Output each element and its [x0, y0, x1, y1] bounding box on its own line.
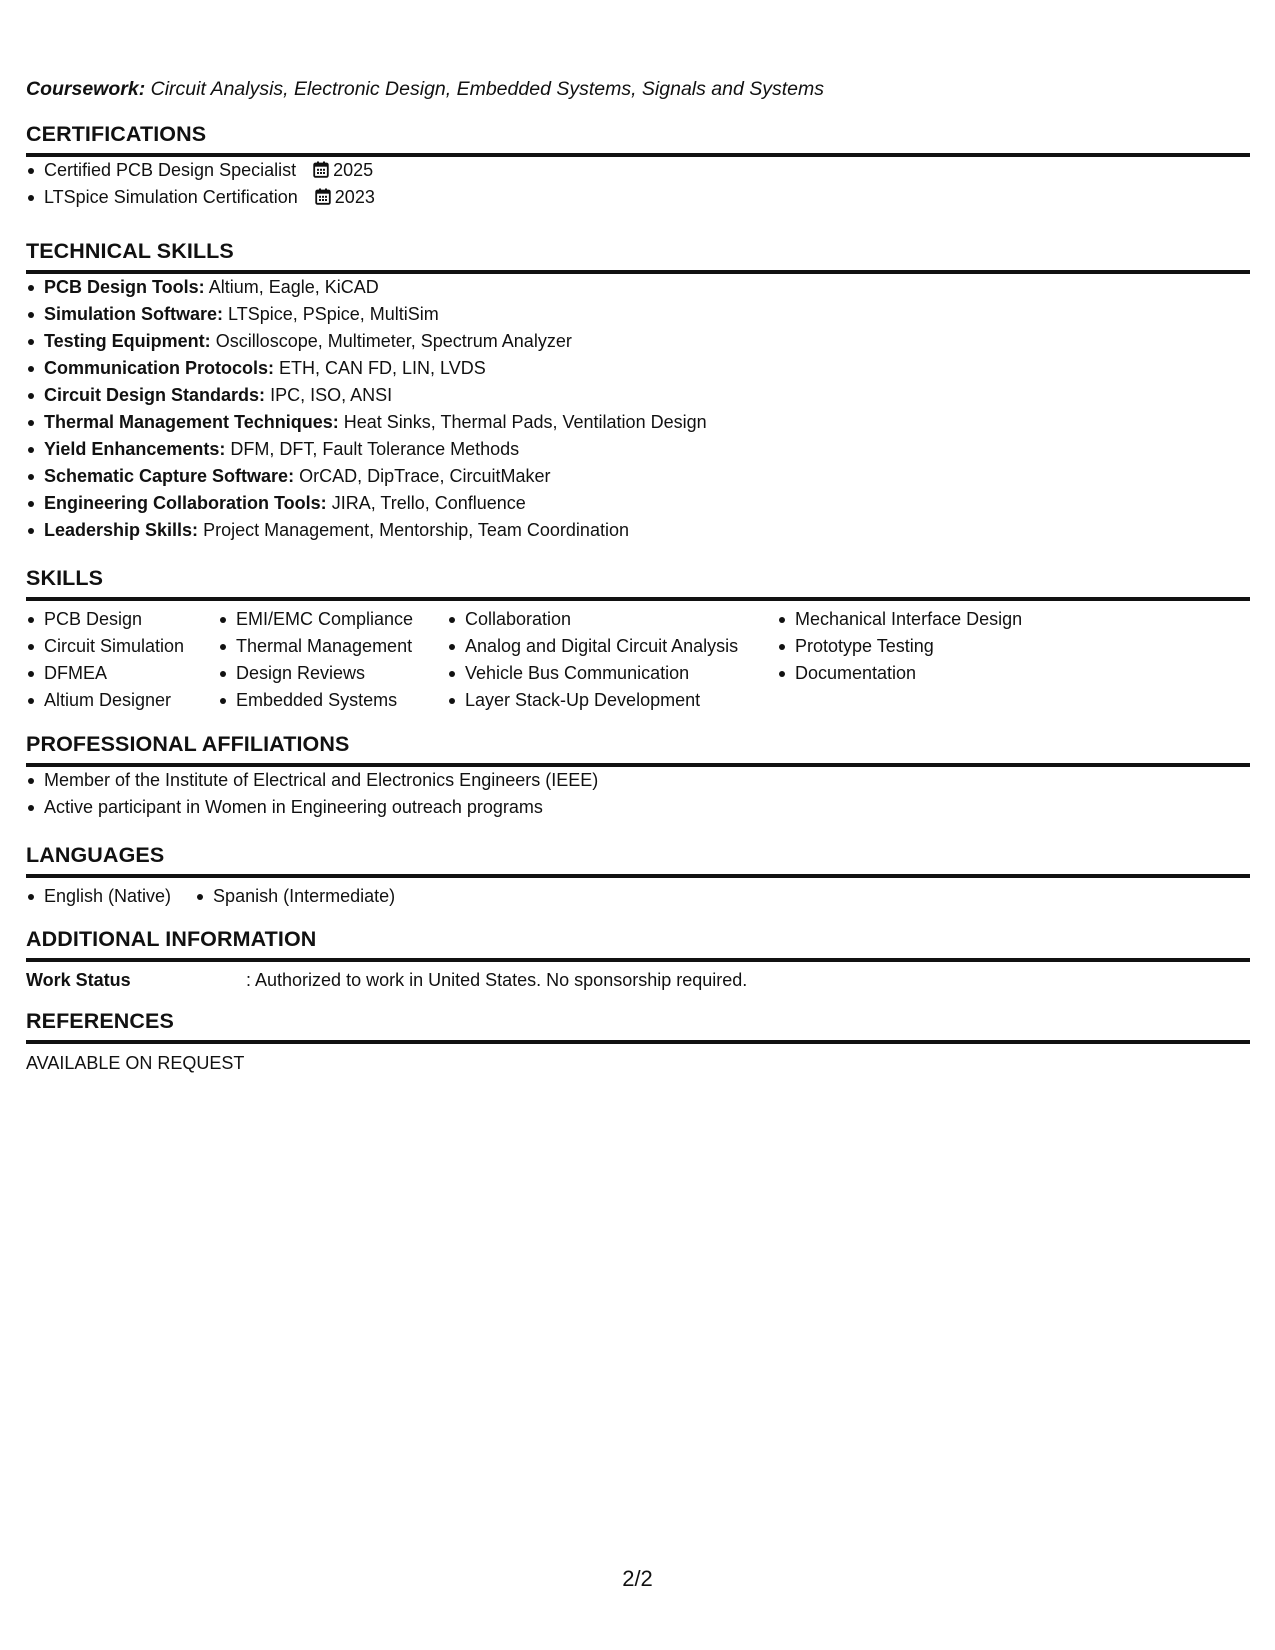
- skill-label: Schematic Capture Software:: [44, 466, 295, 486]
- bullet-icon: [779, 617, 785, 623]
- skill-value: DFM, DFT, Fault Tolerance Methods: [230, 439, 520, 459]
- skills-column: [447, 606, 777, 714]
- languages-row: [26, 883, 1250, 910]
- skill-value: Project Management, Mentorship, Team Coordination: [203, 520, 629, 540]
- skill-value: Oscilloscope, Multimeter, Spectrum Analyzer: [215, 331, 572, 351]
- skill-label: PCB Design Tools:: [44, 277, 205, 297]
- bullet-icon: [28, 671, 34, 677]
- skill-label: Communication Protocols:: [44, 358, 275, 378]
- work-status-label: Work Status: [26, 970, 131, 990]
- work-status-value: : Authorized to work in United States. No sponsorship required.: [246, 970, 748, 990]
- section-title-affiliations: PROFESSIONAL AFFILIATIONS: [26, 732, 350, 756]
- bullet-icon: [28, 285, 34, 291]
- bullet-icon: [28, 393, 34, 399]
- technical-skill-item: [26, 355, 1250, 382]
- skill-text: Prototype Testing: [795, 636, 934, 656]
- skill-item: [777, 660, 1077, 687]
- skill-text: Altium Designer: [44, 690, 172, 710]
- skill-label: Leadership Skills:: [44, 520, 199, 540]
- bullet-icon: [28, 312, 34, 318]
- certification-item: [26, 184, 1250, 211]
- skill-text: Embedded Systems: [236, 690, 398, 710]
- skill-text: Layer Stack-Up Development: [465, 690, 701, 710]
- skill-item: [447, 660, 777, 687]
- technical-skill-item: [26, 328, 1250, 355]
- bullet-icon: [28, 698, 34, 704]
- section-title-references: REFERENCES: [26, 1009, 174, 1033]
- affiliation-item: [26, 767, 1250, 794]
- technical-skill-item: [26, 436, 1250, 463]
- bullet-icon: [28, 894, 34, 900]
- skill-label: Circuit Design Standards:: [44, 385, 266, 405]
- certification-name: LTSpice Simulation Certification: [44, 187, 298, 207]
- skill-text: Thermal Management: [236, 636, 413, 656]
- bullet-icon: [449, 671, 455, 677]
- skill-label: Engineering Collaboration Tools:: [44, 493, 327, 513]
- bullet-icon: [220, 617, 226, 623]
- skills-column: [26, 606, 218, 714]
- skill-value: Heat Sinks, Thermal Pads, Ventilation Design: [343, 412, 707, 432]
- skill-text: Documentation: [795, 663, 917, 683]
- skill-text: Vehicle Bus Communication: [465, 663, 690, 683]
- certification-item: [26, 157, 1250, 184]
- coursework-text: Circuit Analysis, Electronic Design, Embedded Systems, Signals and Systems: [150, 78, 825, 100]
- skill-label: Testing Equipment:: [44, 331, 211, 351]
- certification-year: 2023: [334, 187, 375, 207]
- bullet-icon: [28, 778, 34, 784]
- skill-text: PCB Design: [44, 609, 143, 629]
- skill-item: [777, 633, 1077, 660]
- skill-label: Yield Enhancements:: [44, 439, 226, 459]
- skill-value: Altium, Eagle, KiCAD: [208, 277, 379, 297]
- bullet-icon: [28, 168, 34, 174]
- calendar-icon: [315, 188, 331, 205]
- skills-section: [26, 565, 1250, 714]
- technical-skill-item: [26, 517, 1250, 544]
- skill-text: DFMEA: [44, 663, 107, 683]
- technical-skill-item: [26, 382, 1250, 409]
- technical-skill-item: [26, 274, 1250, 301]
- skill-value: IPC, ISO, ANSI: [270, 385, 393, 405]
- skill-item: [26, 633, 218, 660]
- work-status-row: [26, 967, 1250, 994]
- language-item: [195, 883, 395, 910]
- skill-item: [218, 660, 447, 687]
- calendar-icon: [313, 161, 329, 178]
- bullet-icon: [28, 339, 34, 345]
- skill-item: [218, 633, 447, 660]
- technical-skills-section: [26, 238, 1250, 544]
- skills-column: [218, 606, 447, 714]
- references-text: AVAILABLE ON REQUEST: [26, 1053, 245, 1073]
- section-divider: [26, 597, 1250, 601]
- bullet-icon: [28, 366, 34, 372]
- skill-value: JIRA, Trello, Confluence: [331, 493, 526, 513]
- skills-column: [777, 606, 1077, 714]
- skill-value: ETH, CAN FD, LIN, LVDS: [279, 358, 486, 378]
- additional-info-section: [26, 926, 1250, 994]
- skill-item: [777, 606, 1077, 633]
- skill-item: [26, 687, 218, 714]
- skill-text: Circuit Simulation: [44, 636, 185, 656]
- skill-item: [218, 687, 447, 714]
- bullet-icon: [28, 195, 34, 201]
- bullet-icon: [28, 617, 34, 623]
- section-title-languages: LANGUAGES: [26, 843, 165, 867]
- certifications-list: [26, 157, 1250, 211]
- page-number: 2/2: [622, 1566, 653, 1591]
- bullet-icon: [28, 501, 34, 507]
- bullet-icon: [28, 474, 34, 480]
- bullet-icon: [220, 698, 226, 704]
- skill-text: EMI/EMC Compliance: [236, 609, 414, 629]
- technical-skill-item: [26, 490, 1250, 517]
- skill-item: [26, 660, 218, 687]
- section-divider: [26, 958, 1250, 962]
- section-title-additional-info: ADDITIONAL INFORMATION: [26, 927, 317, 951]
- skill-label: Simulation Software:: [44, 304, 224, 324]
- skill-item: [218, 606, 447, 633]
- language-text: Spanish (Intermediate): [213, 886, 396, 906]
- certification-name: Certified PCB Design Specialist: [44, 160, 297, 180]
- skill-value: OrCAD, DipTrace, CircuitMaker: [299, 466, 551, 486]
- section-title-skills: SKILLS: [26, 566, 104, 590]
- bullet-icon: [28, 805, 34, 811]
- languages-section: [26, 842, 1250, 910]
- skill-text: Mechanical Interface Design: [795, 609, 1023, 629]
- affiliations-section: [26, 731, 1250, 821]
- technical-skill-item: [26, 301, 1250, 328]
- bullet-icon: [449, 617, 455, 623]
- coursework-line: [26, 78, 824, 101]
- technical-skill-item: [26, 463, 1250, 490]
- technical-skills-list: [26, 274, 1250, 544]
- skill-item: [447, 633, 777, 660]
- bullet-icon: [449, 644, 455, 650]
- bullet-icon: [779, 671, 785, 677]
- bullet-icon: [449, 698, 455, 704]
- bullet-icon: [220, 644, 226, 650]
- section-divider: [26, 1040, 1250, 1044]
- bullet-icon: [220, 671, 226, 677]
- certifications-section: [26, 121, 1250, 211]
- skill-text: Design Reviews: [236, 663, 366, 683]
- bullet-icon: [28, 420, 34, 426]
- language-item: [26, 883, 171, 910]
- bullet-icon: [197, 894, 203, 900]
- skill-text: Analog and Digital Circuit Analysis: [465, 636, 739, 656]
- technical-skill-item: [26, 409, 1250, 436]
- skill-item: [26, 606, 218, 633]
- skill-text: Collaboration: [465, 609, 572, 629]
- affiliations-list: [26, 767, 1250, 821]
- affiliation-item: [26, 794, 1250, 821]
- section-divider: [26, 874, 1250, 878]
- section-title-technical-skills: TECHNICAL SKILLS: [26, 239, 234, 263]
- bullet-icon: [779, 644, 785, 650]
- skill-label: Thermal Management Techniques:: [44, 412, 339, 432]
- bullet-icon: [28, 528, 34, 534]
- language-text: English (Native): [44, 886, 172, 906]
- skill-value: LTSpice, PSpice, MultiSim: [228, 304, 439, 324]
- section-title-certifications: CERTIFICATIONS: [26, 122, 207, 146]
- skills-grid: [26, 606, 1250, 714]
- skill-item: [447, 606, 777, 633]
- affiliation-text: Member of the Institute of Electrical and Electronics Engineers (IEEE): [44, 770, 599, 790]
- bullet-icon: [28, 447, 34, 453]
- skill-item: [447, 687, 777, 714]
- affiliation-text: Active participant in Women in Engineering outreach programs: [44, 797, 543, 817]
- coursework-label: Coursework:: [26, 78, 146, 100]
- bullet-icon: [28, 644, 34, 650]
- languages-list: [26, 883, 419, 910]
- references-section: [26, 1008, 1250, 1077]
- certification-year: 2025: [333, 160, 374, 180]
